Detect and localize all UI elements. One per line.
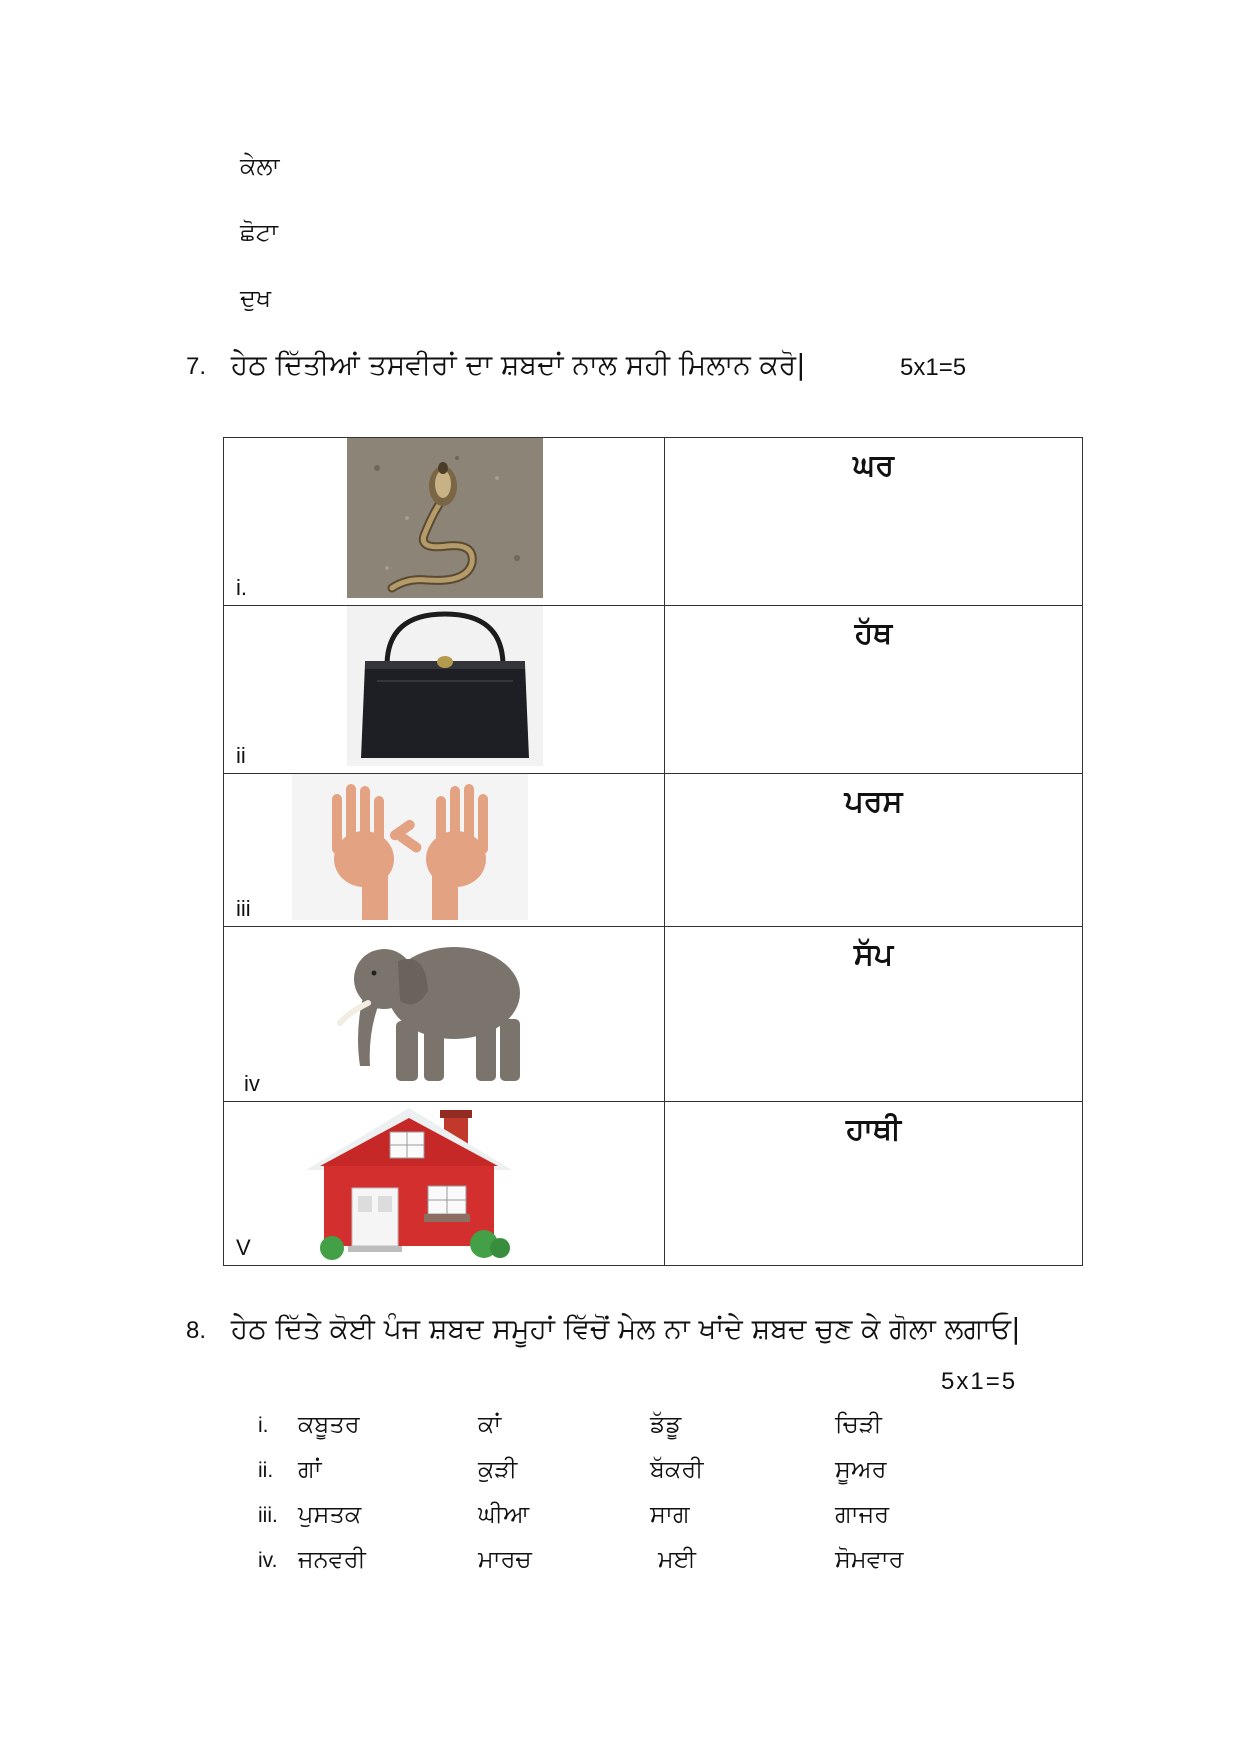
word-option[interactable]: ਸੂਅਰ — [835, 1455, 887, 1483]
picture-cell — [224, 774, 665, 927]
table-row — [224, 1102, 1083, 1266]
word-cell — [665, 1102, 1083, 1266]
row-label: i. — [236, 575, 247, 600]
snake-picture — [347, 438, 543, 598]
answer-word: ਹਾਥੀ — [845, 1112, 902, 1147]
row-index: ii. — [258, 1459, 274, 1482]
word-cell — [665, 774, 1083, 927]
answer-word: ਪਰਸ — [844, 784, 903, 819]
matching-table — [223, 437, 1083, 1266]
word-option[interactable]: ਗਾਂ — [298, 1455, 322, 1483]
word-option[interactable]: ਮਾਰਚ — [478, 1545, 532, 1573]
handbag-picture — [347, 606, 543, 766]
top-word-1: ਕੇਲਾ — [240, 152, 280, 180]
word-cell — [665, 927, 1083, 1102]
word-option[interactable]: ਕੁੜੀ — [478, 1455, 518, 1483]
question-8-heading — [186, 1312, 1021, 1346]
row-label: iii — [236, 896, 251, 921]
picture-cell — [224, 438, 665, 606]
word-option[interactable]: ਸਾਗ — [650, 1500, 690, 1528]
word-option[interactable]: ਘੀਆ — [478, 1500, 530, 1528]
table-row — [224, 438, 1083, 606]
top-word-2: ਛੋਟਾ — [240, 218, 278, 246]
picture-cell — [224, 927, 665, 1102]
word-option[interactable]: ਕਾਂ — [478, 1410, 502, 1438]
word-option[interactable]: ਚਿੜੀ — [835, 1410, 882, 1438]
row-index: iv. — [258, 1549, 278, 1572]
elephant-picture — [336, 931, 536, 1087]
table-row — [224, 927, 1083, 1102]
word-option[interactable]: ਬੱਕਰੀ — [650, 1455, 704, 1483]
row-label: iv — [244, 1071, 260, 1096]
house-picture — [304, 1104, 514, 1262]
question-7-heading — [186, 348, 806, 382]
question-8-marks: 5x1=5 — [941, 1368, 1018, 1395]
word-cell — [665, 438, 1083, 606]
row-index: i. — [258, 1414, 269, 1437]
word-option[interactable]: ਕਬੂਤਰ — [298, 1410, 360, 1438]
answer-word: ਘਰ — [853, 448, 894, 483]
question-7-marks: 5x1=5 — [900, 354, 967, 381]
word-option[interactable]: ਗਾਜਰ — [835, 1500, 890, 1528]
question-8-title: ਹੇਠ ਦਿੱਤੇ ਕੋਈ ਪੰਜ ਸ਼ਬਦ ਸਮੂਹਾਂ ਵਿੱਚੋਂ ਮੇਲ ਨਾ ਖਾਂਦੇ ਸ਼ਬਦ ਚੁਣ ਕੇ ਗੋਲਾ ਲਗਾਓ| — [230, 1312, 1021, 1345]
question-7-number: 7. — [186, 353, 207, 380]
question-8-number: 8. — [186, 1317, 207, 1344]
word-option[interactable]: ਡੱਡੂ — [650, 1410, 682, 1438]
picture-cell — [224, 606, 665, 774]
table-row — [224, 606, 1083, 774]
question-7-title: ਹੇਠ ਦਿੱਤੀਆਂ ਤਸਵੀਰਾਂ ਦਾ ਸ਼ਬਦਾਂ ਨਾਲ ਸਹੀ ਮਿਲਾਨ ਕਰੋ| — [230, 348, 806, 381]
row-label: ii — [236, 743, 246, 768]
row-label: V — [236, 1235, 251, 1260]
top-word-3: ਦੁਖ — [240, 284, 272, 312]
word-option[interactable]: ਸੋਮਵਾਰ — [835, 1545, 904, 1573]
table-row — [224, 774, 1083, 927]
word-option[interactable]: ਜਨਵਰੀ — [298, 1545, 366, 1573]
answer-word: ਹੱਥ — [854, 616, 893, 651]
word-option[interactable]: ਮਈ — [658, 1545, 697, 1573]
hands-picture — [292, 774, 528, 920]
picture-cell — [224, 1102, 665, 1266]
answer-word: ਸੱਪ — [853, 937, 894, 972]
row-index: iii. — [258, 1504, 278, 1527]
word-cell — [665, 606, 1083, 774]
word-option[interactable]: ਪੁਸਤਕ — [298, 1500, 362, 1528]
